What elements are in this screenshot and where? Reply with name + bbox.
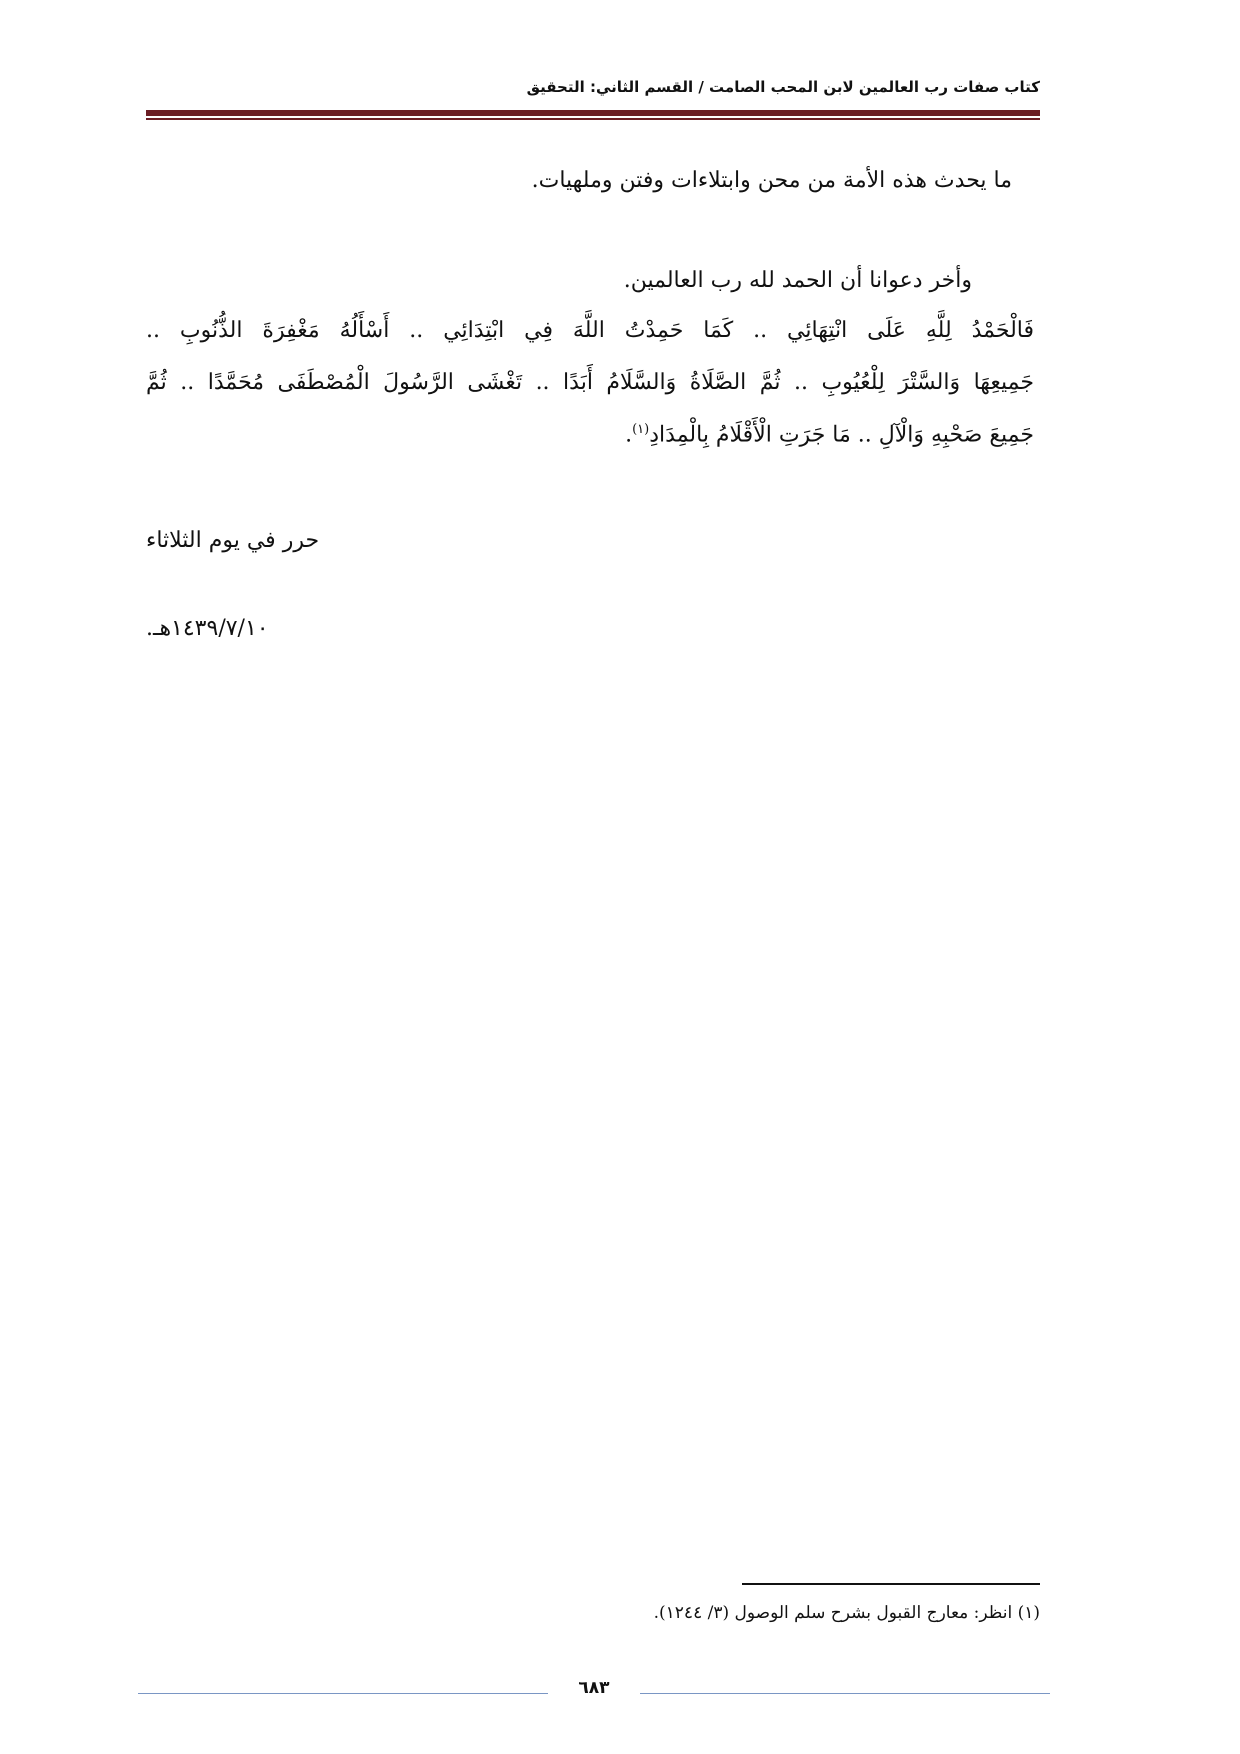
page-number: ٦٨٣: [578, 1678, 610, 1698]
poem-line-2: جَمِيعِهَا وَالسَّتْرَ لِلْعُيُوبِ .. ثُمَّ الصَّلَاةُ وَالسَّلَامُ أَبَدًا .. تَغْشَى الرَّسُولَ الْمُصْطَفَى مُحَمَّدًا .. ثُمَّ: [146, 370, 1034, 395]
page-header-title: كتاب صفات رب العالمين لابن المحب الصامت / القسم الثاني: التحقيق: [526, 78, 1040, 96]
footer-rule-right: [640, 1693, 1050, 1694]
poem-line-3-end: .: [625, 422, 633, 448]
header-rule-thick: [146, 110, 1040, 116]
poem-line-3-text: جَمِيعَ صَحْبِهِ وَالْآلِ .. مَا جَرَتِ الْأَقْلَامُ بِالْمِدَادِ: [649, 422, 1034, 448]
date-text: ١٤٣٩/٧/١٠هـ.: [146, 616, 269, 641]
footnote-separator: [742, 1583, 1040, 1585]
intro-line: ما يحدث هذه الأمة من محن وابتلاءات وفتن وملهيات.: [531, 168, 1012, 193]
written-on-text: حرر في يوم الثلاثاء: [146, 528, 320, 553]
poem-line-3: [625, 422, 1034, 447]
poem-line-1: فَالْحَمْدُ لِلَّهِ عَلَى انْتِهَائِي .. كَمَا حَمِدْتُ اللَّهَ فِي ابْتِدَائِي .. أَسْأَلُهُ مَغْفِرَةَ الذُّنُوبِ ..: [146, 318, 1034, 343]
footnote-1: (١) انظر: معارج القبول بشرح سلم الوصول (٣/ ١٢٤٤).: [653, 1603, 1040, 1623]
date-line: [146, 616, 269, 641]
closing-prayer: وأخر دعوانا أن الحمد لله رب العالمين.: [623, 268, 972, 293]
footnote-marker: (١): [632, 422, 650, 437]
written-on: [146, 528, 319, 553]
footer-rule-left: [138, 1693, 548, 1694]
header-rule-thin: [146, 118, 1040, 120]
